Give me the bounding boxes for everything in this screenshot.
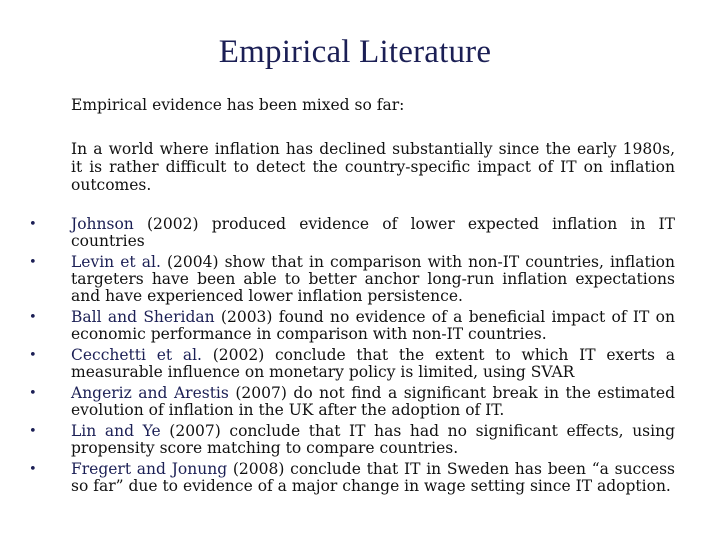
author-name: Ball and Sheridan (71, 308, 215, 326)
finding-text: (2008) conclude that IT in Sweden has been “a success so far” due to evidence of a major change in wage setting since IT adoption. (71, 460, 675, 495)
finding-text: (2003) found no evidence of a beneficial impact of IT on economic performance in comparison with non-IT countries. (71, 308, 675, 343)
bullet-icon: • (29, 255, 37, 270)
literature-item-johnson (0, 216, 675, 250)
literature-list (0, 216, 720, 499)
literature-item-ball-sheridan (0, 309, 675, 343)
finding-text: (2002) produced evidence of lower expected inflation in IT countries (71, 215, 675, 250)
finding-text: (2004) show that in comparison with non-IT countries, inflation targeters have been able to better anchor long-run inflation expectations and have experienced lower inflation persistence. (71, 253, 675, 305)
literature-item-fregert-jonung (0, 461, 675, 495)
bullet-icon: • (29, 217, 37, 232)
bullet-icon: • (29, 386, 37, 401)
intro-text: Empirical evidence has been mixed so far: (71, 96, 405, 114)
author-name: Johnson (71, 215, 134, 233)
slide-title: Empirical Literature (218, 34, 492, 70)
literature-item-levin (0, 254, 675, 305)
author-name: Cecchetti et al. (71, 346, 202, 364)
bullet-icon: • (29, 348, 37, 363)
author-name: Lin and Ye (71, 422, 161, 440)
finding-text: (2007) do not find a significant break in the estimated evolution of inflation in the UK after the adoption of IT. (71, 384, 675, 419)
bullet-icon: • (29, 424, 37, 439)
finding-text: (2002) conclude that the extent to which IT exerts a measurable influence on monetary policy is limited, using SVAR (71, 346, 675, 381)
literature-item-cecchetti (0, 347, 675, 381)
literature-item-lin-ye (0, 423, 675, 457)
author-name: Angeriz and Arestis (71, 384, 229, 402)
bullet-icon: • (29, 462, 37, 477)
bullet-icon: • (29, 310, 37, 325)
context-paragraph: In a world where inflation has declined substantially since the early 1980s, it is rather difficult to detect the country-specific impact of IT on inflation outcomes. (71, 140, 675, 194)
literature-item-angeriz-arestis (0, 385, 675, 419)
author-name: Fregert and Jonung (71, 460, 228, 478)
author-name: Levin et al. (71, 253, 161, 271)
finding-text: (2007) conclude that IT has had no significant effects, using propensity score matching to compare countries. (71, 422, 676, 457)
